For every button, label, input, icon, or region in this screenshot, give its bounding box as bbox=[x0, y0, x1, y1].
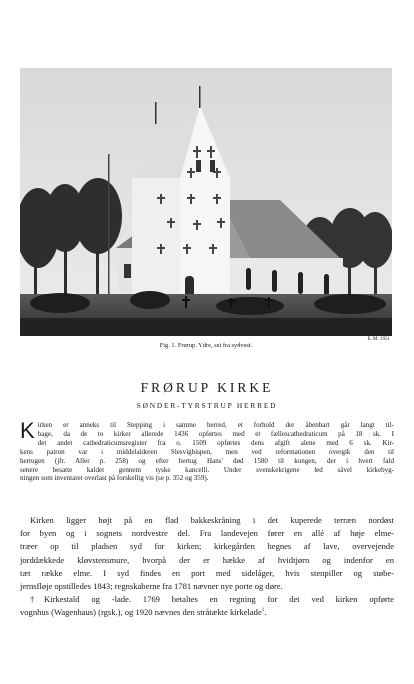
body-line: tæt række elme. I syd findes en port med sidelåger, hvis stenpiller og støbe- bbox=[20, 567, 394, 578]
intro-line-7: ningen som inventaret overlast på forskellig vis (se p. 352 og 359). bbox=[20, 474, 209, 483]
body-line-final bbox=[20, 606, 394, 619]
footnote-ref: 1 bbox=[261, 608, 265, 614]
body-line: jernsfløje opstilledes 1843; regnskaberne fra 1781 nævner nye porte og døre. bbox=[20, 581, 283, 592]
drop-cap: K bbox=[20, 418, 35, 443]
body-line: †Kirkestald og -lade. 1769 betaltes en regning for det ved kirken opførte bbox=[30, 594, 394, 605]
body-text bbox=[20, 514, 394, 620]
body-line: for byen og i sognets nordvestre del. Fra landevejen fører en allé af høje elme- bbox=[20, 528, 394, 539]
body-line: Kirken ligger højt på en flad bakkeskråning i det kuperede terræn nordøst bbox=[30, 515, 394, 525]
caption-text: Fig. 1. Frørup. Ydre, set fra sydvest. bbox=[159, 342, 253, 349]
figure-caption bbox=[20, 337, 392, 354]
intro-line-1: irken er anneks til Stepping i samme herred, et forhold der åbenbart går langt til- bbox=[37, 421, 394, 429]
body-line: træer op til pladsen syd for kirken; kirkegården hegnes af lave, overvejende bbox=[20, 541, 394, 552]
church-illustration bbox=[20, 68, 392, 336]
intro-line-6: senere besatte kaldet gennem tyske kancelli. Under svenskekrigene led såvel kirkebyg- bbox=[20, 465, 394, 474]
church-photograph bbox=[20, 68, 392, 336]
intro-line-5: hertugen (jfr. Aller p. 258) og efter hertug Hans' død 1580 til kongen, der i hvert fald bbox=[20, 456, 394, 465]
intro-paragraph bbox=[20, 418, 394, 483]
page-subtitle: SØNDER-TYRSTRUP HERRED bbox=[136, 401, 278, 410]
flag-pole bbox=[108, 154, 110, 304]
intro-line-4: kens patron var i middelalderen Slesvigbispen, men ved reformationen overgik den til bbox=[20, 447, 394, 456]
body-line-final-text: vognhus (Wagenhaus) (rgsk.), og 1920 nævnes den stråtækte kirkelade bbox=[20, 607, 262, 618]
intro-line-3: det andet cathedraticumsregister fra o. 1509 opførtes dens afgift alene med 6 sk. Kir- bbox=[37, 438, 394, 447]
intro-line-2: bage, da de to kirker allerede 1436 opførtes med et fællescathedraticum på 18 sk. I bbox=[37, 429, 394, 438]
photo-credit: E. M. 1951 bbox=[367, 337, 390, 342]
body-line: jorddækkede kløvstensmure, hvorpå der er hække af hvidtjørn og indenfor en bbox=[20, 554, 394, 565]
page-title: FRØRUP KIRKE bbox=[140, 380, 274, 395]
body-line-final-end: . bbox=[264, 607, 267, 618]
